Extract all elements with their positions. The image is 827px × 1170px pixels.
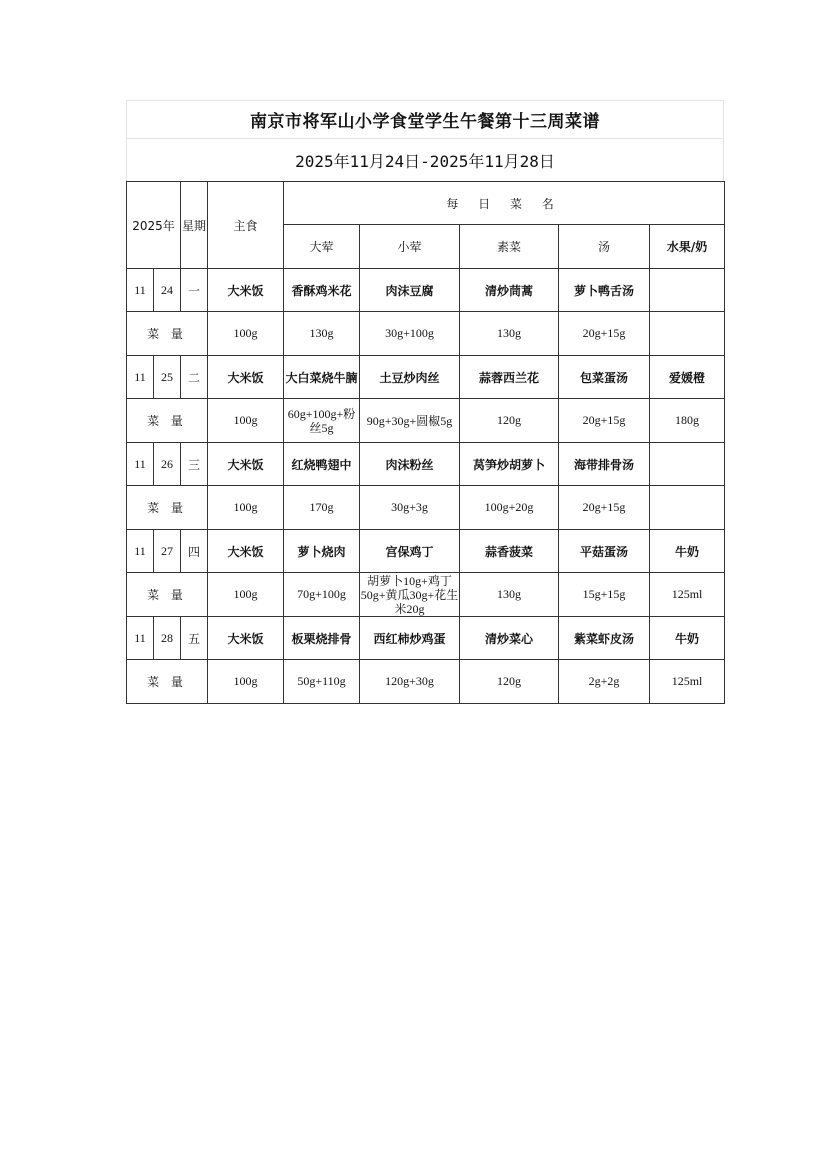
fruit-milk-cell: 爱媛橙 xyxy=(650,356,725,399)
qty-soup-cell: 20g+15g xyxy=(559,312,650,356)
qty-staple-cell: 100g xyxy=(208,660,284,704)
qty-big-meat-cell: 60g+100g+粉丝5g xyxy=(284,399,360,443)
soup-cell: 包菜蛋汤 xyxy=(559,356,650,399)
qty-staple-cell: 100g xyxy=(208,312,284,356)
big-meat-cell: 萝卜烧肉 xyxy=(284,530,360,573)
qty-staple-cell: 100g xyxy=(208,399,284,443)
dish-row xyxy=(127,530,725,573)
small-meat-cell: 土豆炒肉丝 xyxy=(360,356,460,399)
small-meat-cell: 西红柿炒鸡蛋 xyxy=(360,617,460,660)
qty-vegetable-cell: 120g xyxy=(460,399,559,443)
fruit-milk-cell xyxy=(650,269,725,312)
soup-cell: 平菇蛋汤 xyxy=(559,530,650,573)
big-meat-cell: 香酥鸡米花 xyxy=(284,269,360,312)
dish-row xyxy=(127,356,725,399)
qty-soup-cell: 15g+15g xyxy=(559,573,650,617)
soup-cell: 紫菜虾皮汤 xyxy=(559,617,650,660)
header-vegetable: 素菜 xyxy=(460,225,559,269)
qty-big-meat-cell: 170g xyxy=(284,486,360,530)
qty-small-meat-cell: 90g+30g+圆椒5g xyxy=(360,399,460,443)
dish-row xyxy=(127,269,725,312)
qty-small-meat-cell: 120g+30g xyxy=(360,660,460,704)
small-meat-cell: 肉沫豆腐 xyxy=(360,269,460,312)
day-cell: 24 xyxy=(154,269,181,312)
vegetable-cell: 清炒菜心 xyxy=(460,617,559,660)
qty-big-meat-cell: 130g xyxy=(284,312,360,356)
staple-cell: 大米饭 xyxy=(208,530,284,573)
day-cell: 27 xyxy=(154,530,181,573)
quantity-row xyxy=(127,399,725,443)
weekday-cell: 一 xyxy=(181,269,208,312)
staple-cell: 大米饭 xyxy=(208,356,284,399)
qty-small-meat-cell: 30g+3g xyxy=(360,486,460,530)
qty-soup-cell: 2g+2g xyxy=(559,660,650,704)
month-cell: 11 xyxy=(127,443,154,486)
header-fruit-milk: 水果/奶 xyxy=(650,225,725,269)
vegetable-cell: 清炒茼蒿 xyxy=(460,269,559,312)
day-cell: 26 xyxy=(154,443,181,486)
date-range: 2025年11月24日-2025年11月28日 xyxy=(126,138,724,181)
weekday-cell: 五 xyxy=(181,617,208,660)
day-cell: 28 xyxy=(154,617,181,660)
quantity-label: 菜 量 xyxy=(127,312,208,356)
qty-fruit-milk-cell: 180g xyxy=(650,399,725,443)
soup-cell: 海带排骨汤 xyxy=(559,443,650,486)
month-cell: 11 xyxy=(127,530,154,573)
dish-row xyxy=(127,617,725,660)
big-meat-cell: 大白菜烧牛腩 xyxy=(284,356,360,399)
qty-soup-cell: 20g+15g xyxy=(559,399,650,443)
qty-vegetable-cell: 120g xyxy=(460,660,559,704)
qty-fruit-milk-cell xyxy=(650,312,725,356)
header-small-meat: 小荤 xyxy=(360,225,460,269)
qty-big-meat-cell: 70g+100g xyxy=(284,573,360,617)
header-staple: 主食 xyxy=(208,182,284,269)
vegetable-cell: 蒜香菠菜 xyxy=(460,530,559,573)
weekday-cell: 二 xyxy=(181,356,208,399)
dish-row xyxy=(127,443,725,486)
qty-vegetable-cell: 130g xyxy=(460,312,559,356)
header-weekday: 星期 xyxy=(181,182,208,269)
menu-sheet xyxy=(126,100,724,704)
qty-small-meat-cell: 30g+100g xyxy=(360,312,460,356)
big-meat-cell: 红烧鸭翅中 xyxy=(284,443,360,486)
menu-table xyxy=(126,181,725,704)
staple-cell: 大米饭 xyxy=(208,617,284,660)
qty-fruit-milk-cell: 125ml xyxy=(650,660,725,704)
quantity-row xyxy=(127,312,725,356)
header-big-meat: 大荤 xyxy=(284,225,360,269)
quantity-label: 菜 量 xyxy=(127,660,208,704)
menu-title: 南京市将军山小学食堂学生午餐第十三周菜谱 xyxy=(126,100,724,138)
qty-staple-cell: 100g xyxy=(208,486,284,530)
vegetable-cell: 蒜蓉西兰花 xyxy=(460,356,559,399)
staple-cell: 大米饭 xyxy=(208,269,284,312)
quantity-row xyxy=(127,486,725,530)
qty-small-meat-cell: 胡萝卜10g+鸡丁50g+黄瓜30g+花生米20g xyxy=(360,573,459,616)
qty-vegetable-cell: 130g xyxy=(460,573,559,617)
header-soup: 汤 xyxy=(559,225,650,269)
staple-cell: 大米饭 xyxy=(208,443,284,486)
weekday-cell: 四 xyxy=(181,530,208,573)
fruit-milk-cell: 牛奶 xyxy=(650,617,725,660)
quantity-label: 菜 量 xyxy=(127,486,208,530)
qty-staple-cell: 100g xyxy=(208,573,284,617)
big-meat-cell: 板栗烧排骨 xyxy=(284,617,360,660)
vegetable-cell: 莴笋炒胡萝卜 xyxy=(460,443,559,486)
month-cell: 11 xyxy=(127,269,154,312)
qty-fruit-milk-cell xyxy=(650,486,725,530)
month-cell: 11 xyxy=(127,617,154,660)
quantity-label: 菜 量 xyxy=(127,573,208,617)
qty-vegetable-cell: 100g+20g xyxy=(460,486,559,530)
header-year: 2025年 xyxy=(127,182,181,269)
small-meat-cell: 宫保鸡丁 xyxy=(360,530,460,573)
quantity-label: 菜 量 xyxy=(127,399,208,443)
quantity-row xyxy=(127,660,725,704)
fruit-milk-cell: 牛奶 xyxy=(650,530,725,573)
qty-soup-cell: 20g+15g xyxy=(559,486,650,530)
month-cell: 11 xyxy=(127,356,154,399)
weekday-cell: 三 xyxy=(181,443,208,486)
qty-fruit-milk-cell: 125ml xyxy=(650,573,725,617)
small-meat-cell: 肉沫粉丝 xyxy=(360,443,460,486)
header-daily-dishes: 每 日 菜 名 xyxy=(284,182,725,225)
soup-cell: 萝卜鸭舌汤 xyxy=(559,269,650,312)
qty-big-meat-cell: 50g+110g xyxy=(284,660,360,704)
day-cell: 25 xyxy=(154,356,181,399)
fruit-milk-cell xyxy=(650,443,725,486)
quantity-row xyxy=(127,573,725,617)
